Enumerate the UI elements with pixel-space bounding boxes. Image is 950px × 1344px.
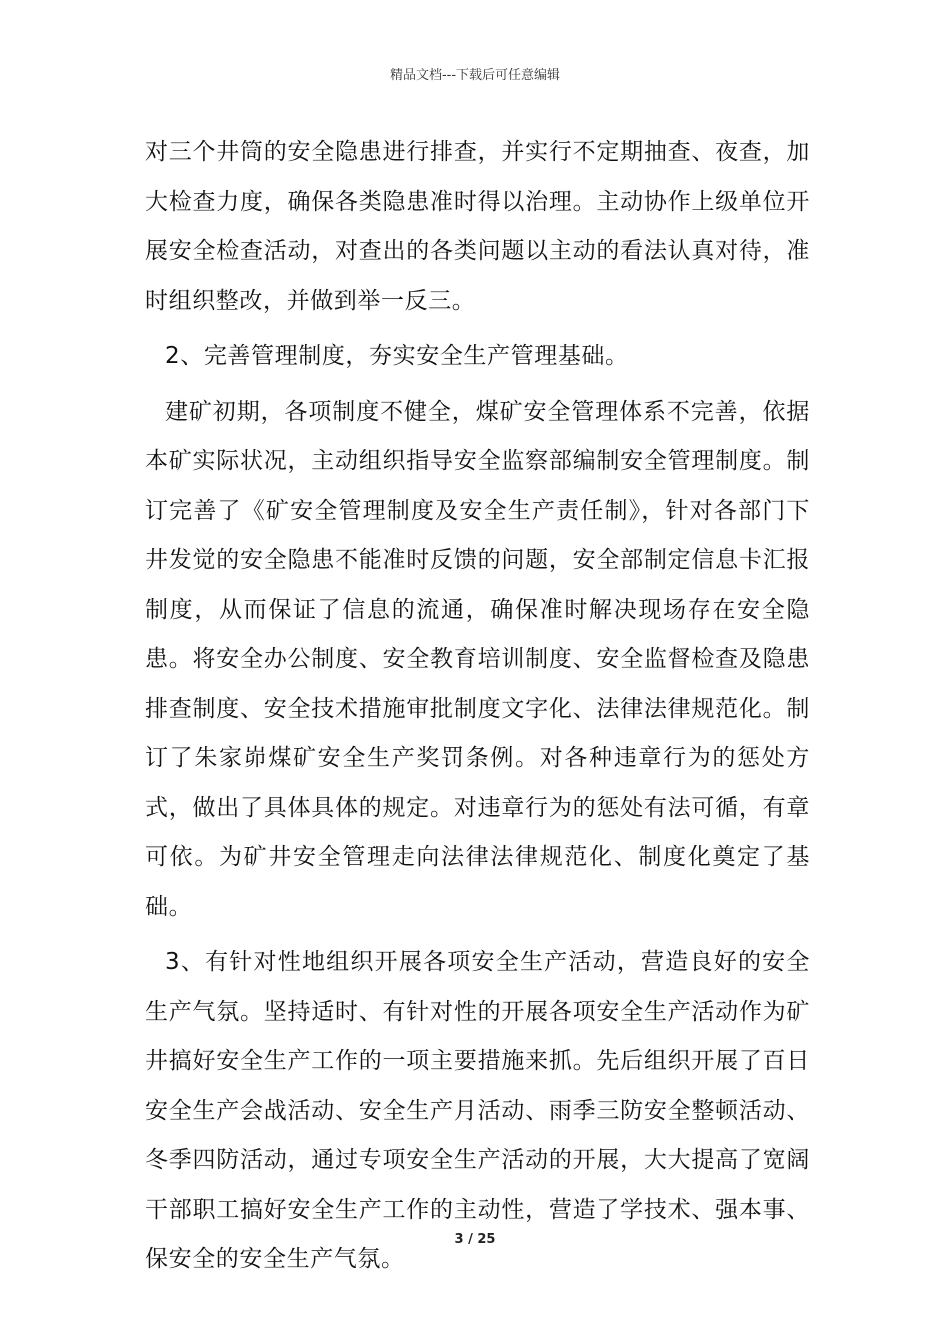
paragraph-management-system: 建矿初期，各项制度不健全，煤矿安全管理体系不完善，依据本矿实际状况，主动组织指导安全监察部编制安全管理制度。制订完善了《矿安全管理制度及安全生产责任制》，针对各部门下井发觉的安全隐患不能准时反馈的问题，安全部制定信息卡汇报制度，从而保证了信息的流通，确保准时解决现场存在安全隐患。将安全办公制度、安全教育培训制度、安全监督检查及隐患排查制度、安全技术措施审批制度文字化、法律法律规范化。制订了朱家峁煤矿安全生产奖罚条例。对各种违章行为的惩处方式，做出了具体具体的规定。对违章行为的惩处有法可循，有章可依。为矿井安全管理走向法律法律规范化、制度化奠定了基础。 <box>145 398 810 920</box>
paragraph-continuation: 对三个井筒的安全隐患进行排查，并实行不定期抽查、夜查，加大检查力度，确保各类隐患准时得以治理。主动协作上级单位开展安全检查活动，对查出的各类问题以主动的看法认真对待，准时组织整改，并做到举一反三。 <box>145 139 810 314</box>
section-heading-3-paragraph: 3、有针对性地组织开展各项安全生产活动，营造良好的安全生产气氛。坚持适时、有针对性的开展各项安全生产活动作为矿井搞好安全生产工作的一项主要措施来抓。先后组织开展了百日安全生产会战活动、安全生产月活动、雨季三防安全整顿活动、冬季四防活动，通过专项安全生产活动的开展，大大提高了宽阔干部职工搞好安全生产工作的主动性，营造了学技术、强本事、保安全的安全生产气氛。 <box>145 949 810 1272</box>
document-body <box>145 128 810 1291</box>
page-header: 精品文档---下载后可任意编辑 <box>389 68 561 83</box>
section-heading-2: 2、完善管理制度，夯实安全生产管理基础。 <box>165 343 629 369</box>
page-number: 3 / 25 <box>454 1232 496 1247</box>
